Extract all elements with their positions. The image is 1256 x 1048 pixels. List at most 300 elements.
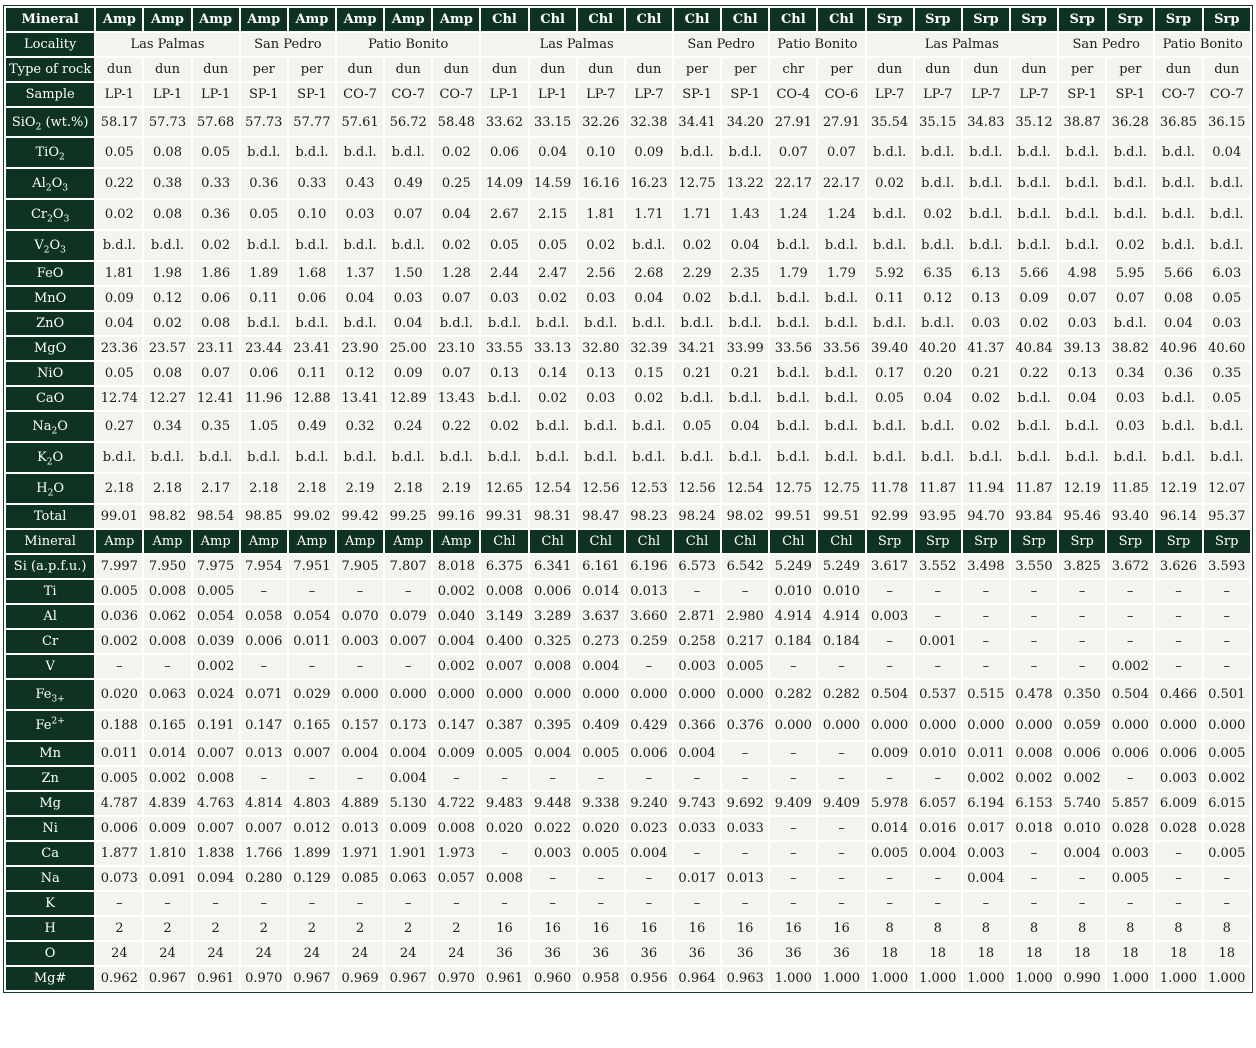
table-cell: 0.063 (144, 680, 190, 709)
table-cell: 0.013 (337, 817, 383, 840)
table-cell: 56.72 (385, 108, 431, 136)
table-cell: 0.000 (915, 711, 961, 740)
table-cell: 0.04 (722, 412, 768, 441)
mineral-header-row (6, 8, 1250, 31)
table-cell: 24 (144, 942, 190, 965)
table-cell: per (674, 58, 720, 81)
table-cell: Srp (1107, 530, 1153, 553)
table-cell: b.d.l. (530, 312, 576, 335)
apfu-al-row (6, 605, 1250, 628)
table-cell: 5.66 (1155, 262, 1201, 285)
table-cell: b.d.l. (963, 200, 1009, 229)
table-cell: b.d.l. (818, 312, 864, 335)
table-cell: b.d.l. (193, 443, 239, 472)
table-cell: 36 (626, 942, 672, 965)
table-cell: 33.55 (481, 337, 527, 360)
table-cell: b.d.l. (915, 443, 961, 472)
table-cell: – (289, 767, 335, 790)
table-cell: 0.03 (1107, 412, 1153, 441)
table-cell: 0.008 (530, 655, 576, 678)
table-cell: 0.03 (578, 287, 624, 310)
apfu-h-row (6, 917, 1250, 940)
table-cell: b.d.l. (770, 443, 816, 472)
table-cell: b.d.l. (963, 138, 1009, 167)
table-cell: 0.007 (289, 742, 335, 765)
table-cell: – (770, 655, 816, 678)
table-cell: CO-7 (1155, 83, 1201, 106)
table-cell: b.d.l. (770, 231, 816, 260)
table-cell: 0.04 (385, 312, 431, 335)
oxide-tio2-label-sub: 2 (59, 152, 65, 163)
apfu-al-label (6, 605, 94, 628)
table-cell: 0.07 (433, 287, 479, 310)
table-cell: – (144, 892, 190, 915)
table-cell: 0.14 (530, 362, 576, 385)
table-cell: 24 (289, 942, 335, 965)
table-cell: 5.740 (1059, 792, 1105, 815)
locality-cell: Las Palmas (481, 33, 672, 56)
apfu-k-row (6, 892, 1250, 915)
table-cell: 16 (578, 917, 624, 940)
table-cell: Srp (1107, 8, 1153, 31)
table-cell: 6.009 (1155, 792, 1201, 815)
table-cell: 0.002 (1204, 767, 1250, 790)
table-cell: 16 (770, 917, 816, 940)
table-cell: 4.98 (1059, 262, 1105, 285)
table-cell: 93.95 (915, 505, 961, 528)
table-cell: 16 (674, 917, 720, 940)
table-cell: – (915, 655, 961, 678)
table-cell: 0.059 (1059, 711, 1105, 740)
table-cell: 0.04 (1155, 312, 1201, 335)
table-cell: 0.04 (337, 287, 383, 310)
table-cell: b.d.l. (674, 312, 720, 335)
table-cell: 35.12 (1011, 108, 1057, 136)
table-cell: 0.023 (626, 817, 672, 840)
table-cell: 5.95 (1107, 262, 1153, 285)
table-cell: 0.011 (289, 630, 335, 653)
apfu-mg-label (6, 967, 94, 990)
table-cell: Chl (722, 8, 768, 31)
table-cell: 8 (1011, 917, 1057, 940)
table-cell: b.d.l. (1155, 412, 1201, 441)
table-cell: 16.23 (626, 169, 672, 198)
table-cell: 0.073 (96, 867, 142, 890)
oxide-type-of-rock-label (6, 58, 94, 81)
table-cell: b.d.l. (144, 443, 190, 472)
table-cell: 12.56 (674, 474, 720, 503)
table-cell: 8 (915, 917, 961, 940)
table-cell: 0.05 (1204, 287, 1250, 310)
table-cell: CO-4 (770, 83, 816, 106)
table-cell: – (1059, 580, 1105, 603)
table-cell: 0.49 (289, 412, 335, 441)
table-cell: 0.002 (144, 767, 190, 790)
table-cell: 0.002 (1011, 767, 1057, 790)
table-cell: 1.971 (337, 842, 383, 865)
table-cell: 0.001 (915, 630, 961, 653)
locality-cell: Las Palmas (867, 33, 1058, 56)
oxide-v2o3-label-label2: O (49, 238, 61, 253)
table-cell: LP-1 (96, 83, 142, 106)
table-cell: b.d.l. (963, 169, 1009, 198)
table-cell: 99.02 (289, 505, 335, 528)
table-cell: b.d.l. (722, 387, 768, 410)
table-cell: 24 (385, 942, 431, 965)
table-cell: 0.003 (963, 842, 1009, 865)
oxide-cao-label-label: CaO (35, 391, 65, 406)
table-cell: dun (144, 58, 190, 81)
table-cell: – (770, 817, 816, 840)
table-cell: 2.18 (289, 474, 335, 503)
table-cell: – (1204, 605, 1250, 628)
oxide-tio2-label (6, 138, 94, 167)
table-cell: 13.41 (337, 387, 383, 410)
table-cell: 8 (867, 917, 913, 940)
table-cell: 0.02 (674, 287, 720, 310)
table-cell: 36.15 (1204, 108, 1250, 136)
table-cell: – (818, 767, 864, 790)
table-cell: 16 (818, 917, 864, 940)
apfu-h-label-label: H (44, 921, 56, 936)
table-cell: b.d.l. (1107, 200, 1153, 229)
table-cell: 0.184 (818, 630, 864, 653)
table-cell: 0.06 (289, 287, 335, 310)
apfu-na-label-label: Na (40, 871, 60, 886)
table-cell: b.d.l. (289, 231, 335, 260)
table-cell: 22.17 (818, 169, 864, 198)
table-cell: dun (867, 58, 913, 81)
table-cell: 0.000 (963, 711, 1009, 740)
table-cell: 24 (96, 942, 142, 965)
oxide-cr2o3-label (6, 200, 94, 229)
table-cell: 0.27 (96, 412, 142, 441)
table-cell: 7.905 (337, 555, 383, 578)
table-cell: b.d.l. (1204, 169, 1250, 198)
table-cell: – (1107, 580, 1153, 603)
table-cell: 0.958 (578, 967, 624, 990)
table-cell: 0.395 (530, 711, 576, 740)
table-cell: b.d.l. (385, 231, 431, 260)
table-cell: 14.59 (530, 169, 576, 198)
table-cell: dun (578, 58, 624, 81)
table-cell: 7.954 (241, 555, 287, 578)
apfu-h-label (6, 917, 94, 940)
table-cell: 58.48 (433, 108, 479, 136)
table-cell: 98.82 (144, 505, 190, 528)
table-cell: Srp (867, 8, 913, 31)
apfu-mg-row (6, 792, 1250, 815)
table-cell: 0.000 (1011, 711, 1057, 740)
table-cell: 23.41 (289, 337, 335, 360)
table-cell: – (578, 892, 624, 915)
table-cell: Amp (96, 530, 142, 553)
table-cell: 11.78 (867, 474, 913, 503)
table-cell: 36 (481, 942, 527, 965)
table-cell: 33.13 (530, 337, 576, 360)
table-cell: – (770, 867, 816, 890)
table-cell: 0.961 (481, 967, 527, 990)
table-cell: 0.011 (96, 742, 142, 765)
table-cell: – (770, 842, 816, 865)
table-cell: 0.017 (674, 867, 720, 890)
table-cell: 0.004 (963, 867, 1009, 890)
table-cell: b.d.l. (818, 362, 864, 385)
table-cell: 0.33 (289, 169, 335, 198)
table-cell: 0.956 (626, 967, 672, 990)
table-cell: 0.006 (96, 817, 142, 840)
table-cell: b.d.l. (385, 443, 431, 472)
table-cell: Amp (433, 530, 479, 553)
apfu-zn-row (6, 767, 1250, 790)
table-cell: – (722, 892, 768, 915)
table-cell: b.d.l. (770, 362, 816, 385)
table-cell: 1.71 (674, 200, 720, 229)
table-cell: 12.41 (193, 387, 239, 410)
table-cell: Chl (481, 8, 527, 31)
oxide-total-label-label: Total (33, 509, 67, 524)
table-cell: 0.02 (963, 412, 1009, 441)
oxide-mgo-label-label: MgO (33, 341, 67, 356)
table-cell: 0.009 (433, 742, 479, 765)
table-cell: b.d.l. (867, 200, 913, 229)
table-cell: b.d.l. (1155, 138, 1201, 167)
table-cell: 0.36 (241, 169, 287, 198)
table-cell: 6.13 (963, 262, 1009, 285)
table-cell: 1.71 (626, 200, 672, 229)
table-cell: 0.004 (578, 655, 624, 678)
table-cell: Chl (770, 530, 816, 553)
table-cell: 0.36 (1155, 362, 1201, 385)
table-cell: 0.38 (144, 169, 190, 198)
table-cell: b.d.l. (1107, 169, 1153, 198)
apfu-ca-row (6, 842, 1250, 865)
table-cell: 98.47 (578, 505, 624, 528)
table-cell: 1.000 (1011, 967, 1057, 990)
table-cell: 0.12 (915, 287, 961, 310)
table-cell: 4.722 (433, 792, 479, 815)
table-cell: 0.022 (530, 817, 576, 840)
apfu-mn-row (6, 742, 1250, 765)
table-cell: 0.007 (385, 630, 431, 653)
apfu-fe2-label-label: Fe (35, 718, 52, 733)
table-cell: Chl (626, 530, 672, 553)
table-cell: 0.990 (1059, 967, 1105, 990)
table-cell: 24 (193, 942, 239, 965)
table-cell: 24 (337, 942, 383, 965)
table-cell: 0.007 (481, 655, 527, 678)
table-cell: 0.006 (1155, 742, 1201, 765)
table-cell: 18 (1155, 942, 1201, 965)
table-cell: 0.21 (722, 362, 768, 385)
table-cell: 0.970 (241, 967, 287, 990)
table-cell: 0.409 (578, 711, 624, 740)
table-cell: LP-1 (481, 83, 527, 106)
table-cell: 0.009 (867, 742, 913, 765)
oxide-type-of-rock-label-label: Type of rock (9, 62, 92, 77)
table-cell: 0.02 (481, 412, 527, 441)
table-cell: 11.94 (963, 474, 1009, 503)
table-cell: – (963, 630, 1009, 653)
table-cell: LP-1 (144, 83, 190, 106)
table-cell: 0.07 (385, 200, 431, 229)
table-cell: 0.085 (337, 867, 383, 890)
table-cell: LP-7 (915, 83, 961, 106)
table-cell: b.d.l. (96, 443, 142, 472)
table-cell: 34.21 (674, 337, 720, 360)
table-cell: – (1155, 655, 1201, 678)
apfu-mg-label-label: Mg (39, 796, 61, 811)
table-cell: LP-7 (1011, 83, 1057, 106)
table-cell: Amp (241, 530, 287, 553)
table-cell: 57.68 (193, 108, 239, 136)
table-cell: 0.02 (433, 138, 479, 167)
table-cell: 6.194 (963, 792, 1009, 815)
table-cell: 1.838 (193, 842, 239, 865)
table-cell: 0.11 (867, 287, 913, 310)
table-cell: 98.23 (626, 505, 672, 528)
table-cell: b.d.l. (578, 443, 624, 472)
table-cell: – (722, 580, 768, 603)
table-cell: 0.008 (193, 767, 239, 790)
table-cell: – (722, 742, 768, 765)
oxide-tio2-label-label: TiO (35, 145, 60, 160)
oxide-k2o-label-sub: 2 (46, 457, 53, 468)
table-cell: 0.478 (1011, 680, 1057, 709)
table-cell: – (722, 842, 768, 865)
table-cell: 57.61 (337, 108, 383, 136)
table-cell: 3.550 (1011, 555, 1057, 578)
locality-cell: San Pedro (1059, 33, 1153, 56)
table-cell: 0.05 (674, 412, 720, 441)
table-cell: 0.09 (626, 138, 672, 167)
table-cell: 1.79 (818, 262, 864, 285)
table-cell: 0.02 (193, 231, 239, 260)
table-cell: 0.22 (96, 169, 142, 198)
table-cell: 3.289 (530, 605, 576, 628)
table-cell: 16.16 (578, 169, 624, 198)
table-cell: 99.01 (96, 505, 142, 528)
table-cell: 96.14 (1155, 505, 1201, 528)
table-cell: 8 (1059, 917, 1105, 940)
table-cell: 2 (433, 917, 479, 940)
table-cell: LP-7 (578, 83, 624, 106)
table-cell: SP-1 (1107, 83, 1153, 106)
oxide-v2o3-label-sub2: 3 (60, 245, 66, 256)
table-cell: 0.49 (385, 169, 431, 198)
table-cell: – (674, 892, 720, 915)
table-cell: 0.028 (1155, 817, 1201, 840)
table-cell: – (481, 842, 527, 865)
table-cell: 0.147 (433, 711, 479, 740)
table-cell: 0.003 (530, 842, 576, 865)
table-cell: 18 (1011, 942, 1057, 965)
table-cell: 0.15 (626, 362, 672, 385)
table-cell: 57.77 (289, 108, 335, 136)
table-cell: Amp (385, 530, 431, 553)
table-cell: b.d.l. (963, 443, 1009, 472)
table-cell: 0.000 (481, 680, 527, 709)
table-cell: b.d.l. (915, 312, 961, 335)
table-cell: 7.950 (144, 555, 190, 578)
table-cell: LP-1 (530, 83, 576, 106)
oxide-al2o3-label-sub2: 3 (62, 183, 68, 194)
table-cell: b.d.l. (289, 443, 335, 472)
table-cell: 0.07 (1059, 287, 1105, 310)
table-cell: 36 (530, 942, 576, 965)
table-cell: 0.000 (770, 711, 816, 740)
oxide-feo-label-label: FeO (36, 266, 64, 281)
table-cell: 9.409 (818, 792, 864, 815)
table-cell: 0.273 (578, 630, 624, 653)
table-cell: dun (963, 58, 1009, 81)
table-cell: 0.08 (1155, 287, 1201, 310)
table-cell: – (867, 892, 913, 915)
oxide-h2o-label (6, 474, 94, 503)
table-cell: Amp (337, 8, 383, 31)
oxide-al2o3-label-sub: 2 (45, 183, 52, 194)
table-cell: 0.466 (1155, 680, 1201, 709)
oxide-nio-label-label: NiO (37, 366, 64, 381)
table-cell: 36 (674, 942, 720, 965)
table-cell: 0.010 (915, 742, 961, 765)
table-cell: 0.05 (530, 231, 576, 260)
table-cell: 0.08 (144, 200, 190, 229)
table-cell: 0.32 (337, 412, 383, 441)
table-cell: b.d.l. (1011, 138, 1057, 167)
table-cell: 5.978 (867, 792, 913, 815)
table-cell: – (1155, 842, 1201, 865)
locality-cell: San Pedro (674, 33, 768, 56)
table-cell: 0.017 (963, 817, 1009, 840)
table-cell: 0.05 (96, 138, 142, 167)
apfu-cr-row (6, 630, 1250, 653)
table-cell: – (193, 892, 239, 915)
table-cell: 0.02 (578, 231, 624, 260)
oxide-na2o-label-label: Na (32, 419, 52, 434)
table-cell: 0.014 (578, 580, 624, 603)
table-cell: 12.89 (385, 387, 431, 410)
mineral-subheader-row (6, 530, 1250, 553)
table-cell: Srp (1155, 530, 1201, 553)
table-cell: 0.024 (193, 680, 239, 709)
table-cell: 0.02 (1011, 312, 1057, 335)
table-cell: – (241, 767, 287, 790)
table-cell: 0.000 (337, 680, 383, 709)
table-cell: 2.56 (578, 262, 624, 285)
table-cell: Chl (722, 530, 768, 553)
table-cell: dun (193, 58, 239, 81)
table-cell: 0.07 (1107, 287, 1153, 310)
table-cell: b.d.l. (818, 412, 864, 441)
table-cell: 24 (241, 942, 287, 965)
table-cell: 40.84 (1011, 337, 1057, 360)
table-cell: 8 (1204, 917, 1250, 940)
table-cell: 41.37 (963, 337, 1009, 360)
table-cell: 25.00 (385, 337, 431, 360)
table-cell: 0.129 (289, 867, 335, 890)
apfu-na-row (6, 867, 1250, 890)
table-cell: – (963, 580, 1009, 603)
table-cell: 13.43 (433, 387, 479, 410)
locality-cell: Patio Bonito (337, 33, 479, 56)
table-cell: Amp (289, 8, 335, 31)
table-cell: 0.05 (241, 200, 287, 229)
table-cell: 0.173 (385, 711, 431, 740)
table-cell: b.d.l. (1011, 231, 1057, 260)
table-cell: 0.967 (385, 967, 431, 990)
table-cell: 18 (915, 942, 961, 965)
